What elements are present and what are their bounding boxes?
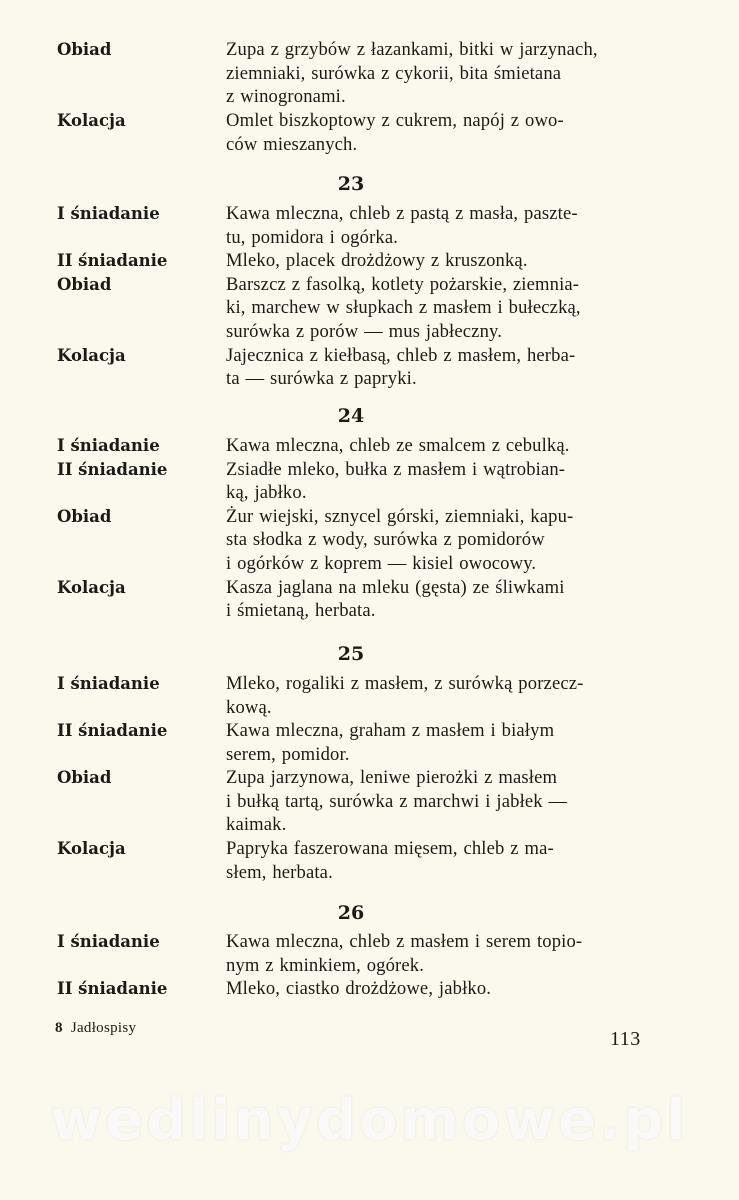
meal-label: Obiad — [57, 768, 112, 787]
meal-label: II śniadanie — [57, 251, 168, 270]
text-line: Kawa mleczna, graham z masłem i białym — [226, 720, 555, 741]
meal-label: Kolacja — [57, 577, 126, 597]
text-line: ziemniaki, surówka z cykorii, bita śmietana — [226, 62, 562, 84]
text-line: sta słodka z wody, surówka z pomidorów — [226, 529, 545, 550]
meal-description — [226, 505, 649, 576]
meal-entry — [0, 766, 739, 837]
meal-label: II śniadanie — [57, 979, 168, 998]
text-line: tu, pomidora i ogórka. — [226, 226, 399, 248]
text-line: ką, jabłko. — [226, 482, 307, 503]
text-line: Omlet biszkoptowy z cukrem, napój z owo- — [226, 110, 564, 131]
meal-entry — [0, 109, 739, 156]
day-heading: 23 — [337, 173, 365, 195]
menu-section — [0, 404, 739, 623]
book-title: Jadłospisy — [70, 1020, 137, 1036]
text-line: ki, marchew w słupkach z masłem i bułeczką, — [226, 297, 581, 318]
text-line: Kawa mleczna, chleb ze smalcem z cebulką. — [226, 435, 570, 456]
day-heading: 25 — [337, 643, 365, 665]
text-line: Barszcz z fasolką, kotlety pożarskie, ziemnia- — [226, 273, 580, 295]
meal-label: Kolacja — [57, 839, 126, 858]
meal-description — [226, 930, 649, 977]
text-line: i bułką tartą, surówka z marchwi i jabłek — — [226, 790, 568, 812]
menu-section — [0, 901, 739, 1001]
menu-section — [0, 642, 739, 884]
page-footer — [55, 1020, 136, 1037]
meal-description — [226, 434, 649, 458]
meal-label: Obiad — [57, 40, 112, 59]
text-line: Zsiadłe mleko, bułka z masłem i wątrobian- — [226, 458, 566, 480]
meal-label: I śniadanie — [57, 204, 160, 223]
text-line: kaimak. — [226, 814, 287, 835]
watermark: wedlinydomowe.pl — [50, 1088, 689, 1153]
meal-label: Obiad — [57, 274, 112, 294]
meal-entry — [0, 38, 739, 109]
meal-entry — [0, 576, 739, 623]
meal-description — [226, 249, 649, 273]
meal-description — [226, 672, 649, 719]
text-line: i śmietaną, herbata. — [226, 600, 376, 621]
meal-description — [226, 109, 649, 156]
meal-entry — [0, 344, 739, 391]
meal-entry — [0, 719, 739, 766]
meal-entry — [0, 837, 739, 884]
meal-entry — [0, 930, 739, 977]
meal-entry — [0, 434, 739, 458]
meal-description — [226, 977, 649, 1001]
text-line: serem, pomidor. — [226, 743, 350, 765]
menu-section — [0, 38, 739, 156]
text-line: Jajecznica z kiełbasą, chleb z masłem, herba- — [226, 344, 576, 366]
day-heading: 26 — [337, 902, 365, 924]
meal-label: Obiad — [57, 506, 112, 526]
text-line: Zupa jarzynowa, leniwe pierożki z masłem — [226, 767, 558, 788]
text-line: ców mieszanych. — [226, 133, 358, 155]
meal-description — [226, 344, 649, 391]
meal-label: I śniadanie — [57, 932, 160, 951]
text-line: Papryka faszerowana mięsem, chleb z ma- — [226, 838, 554, 859]
meal-entry — [0, 458, 739, 505]
day-heading: 24 — [337, 405, 365, 427]
meal-entry — [0, 672, 739, 719]
text-line: Kawa mleczna, chleb z pastą z masła, paszte- — [226, 203, 578, 224]
menu-section — [0, 172, 739, 391]
text-line: Żur wiejski, sznycel górski, ziemniaki, kapu- — [226, 505, 574, 527]
meal-description — [226, 458, 649, 505]
text-line: słem, herbata. — [226, 861, 333, 883]
meal-label: Kolacja — [57, 345, 126, 365]
meal-description — [226, 576, 649, 623]
meal-entry — [0, 249, 739, 273]
text-line: surówka z porów — mus jabłeczny. — [226, 320, 503, 342]
meal-entry — [0, 202, 739, 249]
meal-label: Kolacja — [57, 111, 126, 130]
meal-entry — [0, 505, 739, 576]
meal-entry — [0, 273, 739, 344]
text-line: Mleko, ciastko drożdżowe, jabłko. — [226, 978, 492, 999]
page-number: 113 — [610, 1028, 641, 1050]
meal-description — [226, 766, 649, 837]
meal-description — [226, 837, 649, 884]
meal-label: II śniadanie — [57, 459, 168, 479]
text-line: Zupa z grzybów z łazankami, bitki w jarzynach, — [226, 39, 598, 60]
meal-entry — [0, 977, 739, 1001]
text-line: ta — surówka z papryki. — [226, 368, 417, 389]
text-line: kową. — [226, 696, 272, 718]
text-line: Kasza jaglana na mleku (gęsta) ze śliwkami — [226, 576, 565, 598]
sheet-number: 8 — [55, 1020, 63, 1036]
text-line: Kawa mleczna, chleb z masłem i serem topio- — [226, 931, 583, 952]
meal-description — [226, 273, 649, 344]
meal-description — [226, 202, 649, 249]
text-line: Mleko, rogaliki z masłem, z surówką porzecz- — [226, 673, 584, 694]
text-line: nym z kminkiem, ogórek. — [226, 954, 425, 976]
meal-description — [226, 38, 649, 109]
meal-label: I śniadanie — [57, 436, 160, 455]
meal-description — [226, 719, 649, 766]
meal-label: I śniadanie — [57, 674, 160, 693]
text-line: Mleko, placek drożdżowy z kruszonką. — [226, 250, 528, 271]
text-line: z winogronami. — [226, 86, 346, 107]
meal-label: II śniadanie — [57, 721, 168, 740]
text-line: i ogórków z koprem — kisiel owocowy. — [226, 552, 537, 574]
